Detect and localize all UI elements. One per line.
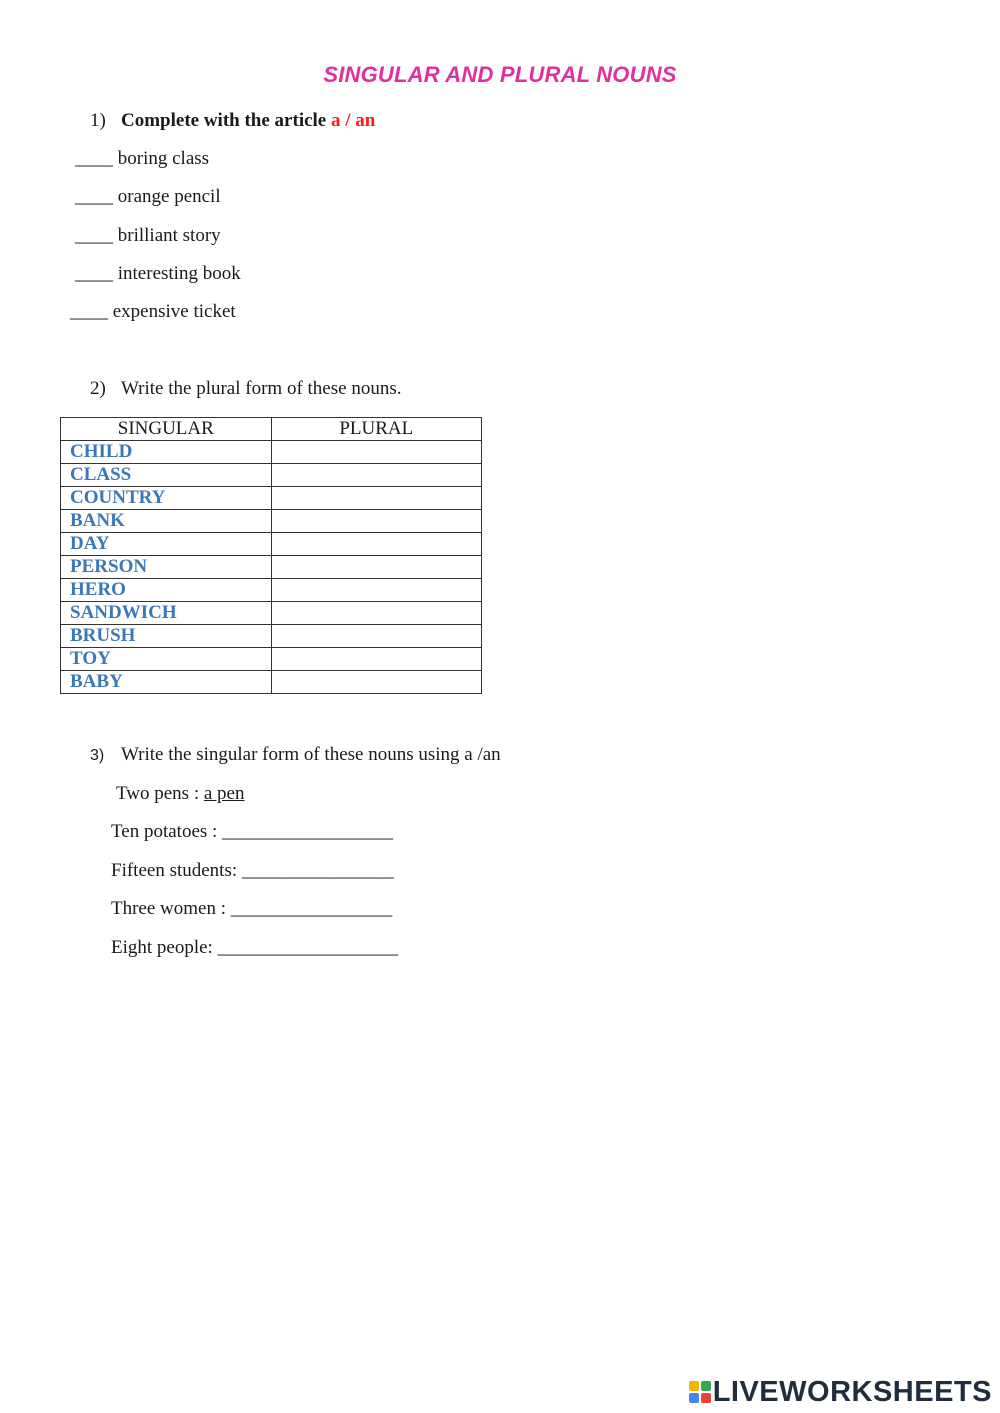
- brand-name: LIVEWORKSHEETS: [712, 1375, 992, 1408]
- header-singular: SINGULAR: [61, 418, 272, 441]
- table-header-row: [61, 418, 482, 441]
- singular-item[interactable]: Ten potatoes : __________________: [111, 821, 394, 842]
- table-row: [61, 648, 482, 671]
- section-1-articles: a / an: [331, 110, 376, 131]
- article-item[interactable]: ____ expensive ticket: [70, 301, 236, 322]
- example-line: [116, 783, 244, 805]
- singular-cell: BABY: [61, 671, 272, 694]
- singular-cell: HERO: [61, 579, 272, 602]
- singular-cell: TOY: [61, 648, 272, 671]
- article-item[interactable]: ____ orange pencil: [75, 186, 221, 207]
- table-row: [61, 625, 482, 648]
- singular-cell: CLASS: [61, 464, 272, 487]
- plural-answer-cell[interactable]: [271, 602, 481, 625]
- section-1-instruction: Complete with the article: [121, 110, 327, 131]
- section-3-heading: [90, 744, 501, 766]
- plural-answer-cell[interactable]: [271, 648, 481, 671]
- table-row: [61, 602, 482, 625]
- plural-answer-cell[interactable]: [271, 556, 481, 579]
- plural-answer-cell[interactable]: [271, 464, 481, 487]
- section-1-number: 1): [90, 110, 106, 131]
- plural-answer-cell[interactable]: [271, 487, 481, 510]
- section-3-instruction: Write the singular form of these nouns using a /an: [121, 744, 501, 765]
- table-row: [61, 441, 482, 464]
- table-row: [61, 579, 482, 602]
- example-prompt: Two pens :: [116, 783, 200, 804]
- singular-cell: BANK: [61, 510, 272, 533]
- header-plural: PLURAL: [271, 418, 481, 441]
- singular-cell: DAY: [61, 533, 272, 556]
- singular-item[interactable]: Eight people: ___________________: [111, 937, 399, 958]
- singular-item[interactable]: Fifteen students: ________________: [111, 860, 394, 881]
- table-row: [61, 487, 482, 510]
- table-row: [61, 556, 482, 579]
- plural-answer-cell[interactable]: [271, 671, 481, 694]
- plural-answer-cell[interactable]: [271, 510, 481, 533]
- table-row: [61, 464, 482, 487]
- section-1-heading: [90, 110, 375, 132]
- article-item[interactable]: ____ boring class: [75, 148, 210, 169]
- article-item[interactable]: ____ interesting book: [75, 263, 241, 284]
- plural-answer-cell[interactable]: [271, 533, 481, 556]
- liveworksheets-logo: [689, 1374, 992, 1410]
- table-row: [61, 671, 482, 694]
- section-2-number: 2): [90, 378, 106, 399]
- singular-cell: CHILD: [61, 441, 272, 464]
- plural-answer-cell[interactable]: [271, 579, 481, 602]
- singular-cell: BRUSH: [61, 625, 272, 648]
- section-3-number: 3): [90, 747, 105, 764]
- page-title: SINGULAR AND PLURAL NOUNS: [323, 62, 677, 87]
- article-item[interactable]: ____ brilliant story: [75, 225, 221, 246]
- singular-cell: COUNTRY: [61, 487, 272, 510]
- singular-cell: SANDWICH: [61, 602, 272, 625]
- plural-answer-cell[interactable]: [271, 625, 481, 648]
- table-row: [61, 533, 482, 556]
- plural-table: [60, 417, 482, 694]
- singular-item[interactable]: Three women : _________________: [111, 898, 393, 919]
- singular-cell: PERSON: [61, 556, 272, 579]
- table-row: [61, 510, 482, 533]
- section-2-heading: [90, 378, 401, 400]
- example-answer: a pen: [203, 783, 245, 804]
- logo-icon: [689, 1381, 711, 1403]
- section-2-instruction: Write the plural form of these nouns.: [121, 378, 402, 399]
- plural-answer-cell[interactable]: [271, 441, 481, 464]
